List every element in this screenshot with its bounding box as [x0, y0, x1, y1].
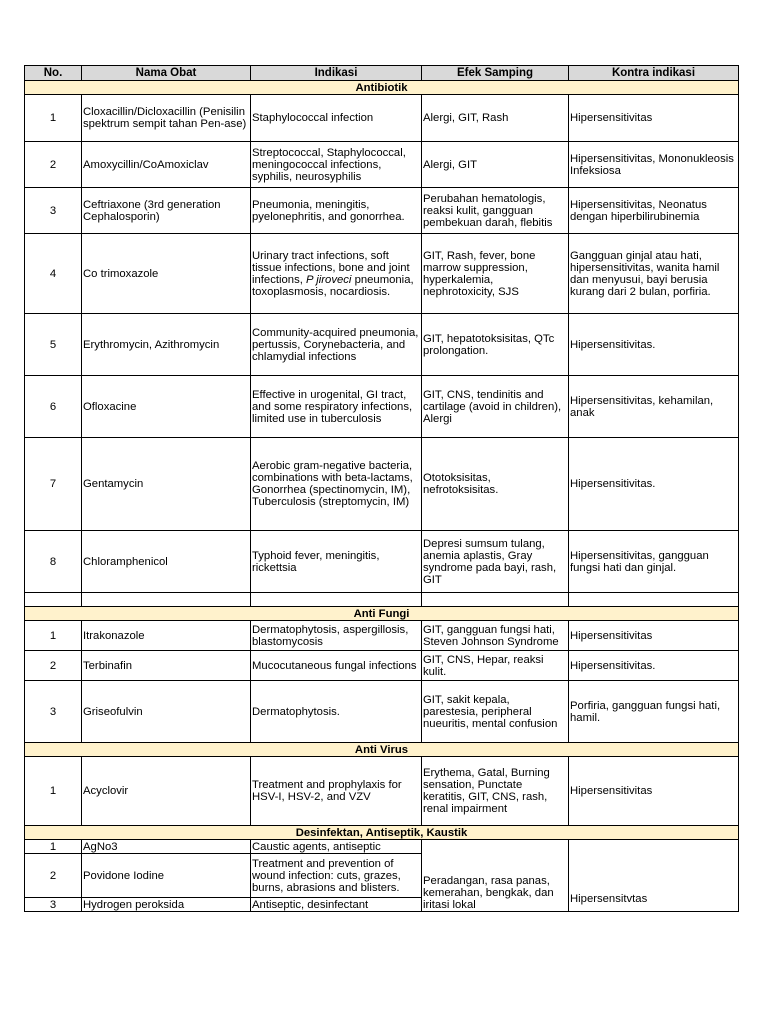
- section-anti-fungi: [25, 607, 739, 621]
- section-desinfektan: [25, 826, 739, 840]
- row-indikasi: Treatment and prophylaxis for HSV-I, HSV-2, and VZV: [251, 757, 422, 826]
- row-kontra-indikasi: Hipersensitivitas: [569, 757, 739, 826]
- row-nama-obat: Erythromycin, Azithromycin: [82, 314, 251, 376]
- section-anti-virus: [25, 743, 739, 757]
- row-kontra-indikasi: Hipersensitivitas.: [569, 438, 739, 531]
- row-kontra-indikasi: Hipersensitivitas, Neonatus dengan hiperbilirubinemia: [569, 188, 739, 234]
- blank-row: [25, 593, 739, 607]
- table-row: [25, 651, 739, 681]
- table-row: [25, 234, 739, 314]
- row-indikasi: Community-acquired pneumonia, pertussis, Corynebacteria, and chlamydial infections: [251, 314, 422, 376]
- table-row: [25, 142, 739, 188]
- row-no: 3: [25, 188, 82, 234]
- row-nama-obat: Chloramphenicol: [82, 531, 251, 593]
- row-indikasi: Streptococcal, Staphylococcal, meningococcal infections, syphilis, neurosyphilis: [251, 142, 422, 188]
- header-indikasi: Indikasi: [251, 66, 422, 81]
- row-efek-samping: GIT, CNS, Hepar, reaksi kulit.: [422, 651, 569, 681]
- row-nama-obat: Ceftriaxone (3rd generation Cephalosporin): [82, 188, 251, 234]
- row-kontra-indikasi: Hipersensitivitas.: [569, 651, 739, 681]
- header-row: [25, 66, 739, 81]
- header-nama-obat: Nama Obat: [82, 66, 251, 81]
- header-no: No.: [25, 66, 82, 81]
- row-nama-obat: AgNo3: [82, 840, 251, 854]
- table-row: [25, 376, 739, 438]
- row-no: 7: [25, 438, 82, 531]
- indikasi-text: pneumonia, toxoplasmosis, nocardiosis.: [252, 273, 414, 298]
- table-row: [25, 95, 739, 142]
- row-nama-obat: Gentamycin: [82, 438, 251, 531]
- row-efek-samping: Depresi sumsum tulang, anemia aplastis, Gray syndrome pada bayi, rash, GIT: [422, 531, 569, 593]
- drug-table: [24, 65, 739, 912]
- row-nama-obat: Ofloxacine: [82, 376, 251, 438]
- row-indikasi: Treatment and prevention of wound infection: cuts, grazes, burns, abrasions and blisters.: [251, 854, 422, 898]
- row-efek-samping: Erythema, Gatal, Burning sensation, Punctate keratitis, GIT, CNS, rash, renal impairment: [422, 757, 569, 826]
- row-efek-samping: GIT, hepatotoksisitas, QTc prolongation.: [422, 314, 569, 376]
- row-nama-obat: Terbinafin: [82, 651, 251, 681]
- row-kontra-indikasi: Gangguan ginjal atau hati, hipersensitivitas, wanita hamil dan menyusui, bayi berusia kurang dari 2 bulan, porfiria.: [569, 234, 739, 314]
- row-kontra-indikasi: Porfiria, gangguan fungsi hati, hamil.: [569, 681, 739, 743]
- row-kontra-indikasi: Hipersensitivitas: [569, 95, 739, 142]
- row-no: 3: [25, 681, 82, 743]
- row-nama-obat: Hydrogen peroksida: [82, 898, 251, 912]
- shared-kontra-indikasi: Hipersensitvtas: [569, 840, 739, 912]
- row-indikasi: Effective in urogenital, GI tract, and some respiratory infections, limited use in tuberculosis: [251, 376, 422, 438]
- row-no: 5: [25, 314, 82, 376]
- section-title: Desinfektan, Antiseptik, Kaustik: [25, 826, 739, 840]
- row-nama-obat: Itrakonazole: [82, 621, 251, 651]
- row-no: 8: [25, 531, 82, 593]
- row-no: 2: [25, 142, 82, 188]
- table-row: [25, 621, 739, 651]
- row-indikasi: [251, 234, 422, 314]
- table-row: [25, 314, 739, 376]
- row-indikasi: Aerobic gram-negative bacteria, combinations with beta-lactams, Gonorrhea (spectinomycin, IM), Tuberculosis (streptomycin, IM): [251, 438, 422, 531]
- section-title: Antibiotik: [25, 81, 739, 95]
- row-no: 4: [25, 234, 82, 314]
- indikasi-organism: P jiroveci: [306, 273, 352, 286]
- row-nama-obat: Cloxacillin/Dicloxacillin (Penisilin spektrum sempit tahan Pen-ase): [82, 95, 251, 142]
- row-efek-samping: GIT, gangguan fungsi hati, Steven Johnson Syndrome: [422, 621, 569, 651]
- row-indikasi: Typhoid fever, meningitis, rickettsia: [251, 531, 422, 593]
- row-no: 6: [25, 376, 82, 438]
- row-indikasi: Dermatophytosis, aspergillosis, blastomycosis: [251, 621, 422, 651]
- row-kontra-indikasi: Hipersensitivitas.: [569, 314, 739, 376]
- row-indikasi: Dermatophytosis.: [251, 681, 422, 743]
- row-efek-samping: Perubahan hematologis, reaksi kulit, gangguan pembekuan darah, flebitis: [422, 188, 569, 234]
- section-title: Anti Fungi: [25, 607, 739, 621]
- table-row: [25, 188, 739, 234]
- table-row: [25, 681, 739, 743]
- row-efek-samping: GIT, Rash, fever, bone marrow suppression, hyperkalemia, nephrotoxicity, SJS: [422, 234, 569, 314]
- row-no: 1: [25, 757, 82, 826]
- row-kontra-indikasi: Hipersensitivitas, Mononukleosis Infeksiosa: [569, 142, 739, 188]
- row-no: 1: [25, 95, 82, 142]
- table-row: [25, 531, 739, 593]
- table-row: [25, 757, 739, 826]
- row-nama-obat: Amoxycillin/CoAmoxiclav: [82, 142, 251, 188]
- row-nama-obat: Griseofulvin: [82, 681, 251, 743]
- row-nama-obat: Co trimoxazole: [82, 234, 251, 314]
- row-indikasi: Pneumonia, meningitis, pyelonephritis, and gonorrhea.: [251, 188, 422, 234]
- row-nama-obat: Povidone Iodine: [82, 854, 251, 898]
- row-no: 1: [25, 621, 82, 651]
- row-no: 2: [25, 651, 82, 681]
- row-kontra-indikasi: Hipersensitivitas: [569, 621, 739, 651]
- row-no: 3: [25, 898, 82, 912]
- header-kontra-indikasi: Kontra indikasi: [569, 66, 739, 81]
- row-efek-samping: GIT, sakit kepala, parestesia, peripheral nueuritis, mental confusion: [422, 681, 569, 743]
- row-indikasi: Antiseptic, desinfectant: [251, 898, 422, 912]
- section-antibiotik: [25, 81, 739, 95]
- row-indikasi: Mucocutaneous fungal infections: [251, 651, 422, 681]
- table-row: [25, 840, 739, 854]
- row-efek-samping: Alergi, GIT: [422, 142, 569, 188]
- indikasi-text: Urinary tract infections, soft tissue infections, bone and joint infections,: [252, 249, 410, 286]
- row-efek-samping: Alergi, GIT, Rash: [422, 95, 569, 142]
- row-no: 1: [25, 840, 82, 854]
- section-title: Anti Virus: [25, 743, 739, 757]
- row-kontra-indikasi: Hipersensitivitas, kehamilan, anak: [569, 376, 739, 438]
- header-efek-samping: Efek Samping: [422, 66, 569, 81]
- row-indikasi: Caustic agents, antiseptic: [251, 840, 422, 854]
- row-kontra-indikasi: Hipersensitivitas, gangguan fungsi hati dan ginjal.: [569, 531, 739, 593]
- table-row: [25, 438, 739, 531]
- row-no: 2: [25, 854, 82, 898]
- shared-efek-samping: Peradangan, rasa panas, kemerahan, bengkak, dan iritasi lokal: [422, 840, 569, 912]
- row-efek-samping: GIT, CNS, tendinitis and cartilage (avoid in children), Alergi: [422, 376, 569, 438]
- row-nama-obat: Acyclovir: [82, 757, 251, 826]
- row-efek-samping: Ototoksisitas, nefrotoksisitas.: [422, 438, 569, 531]
- row-indikasi: Staphylococcal infection: [251, 95, 422, 142]
